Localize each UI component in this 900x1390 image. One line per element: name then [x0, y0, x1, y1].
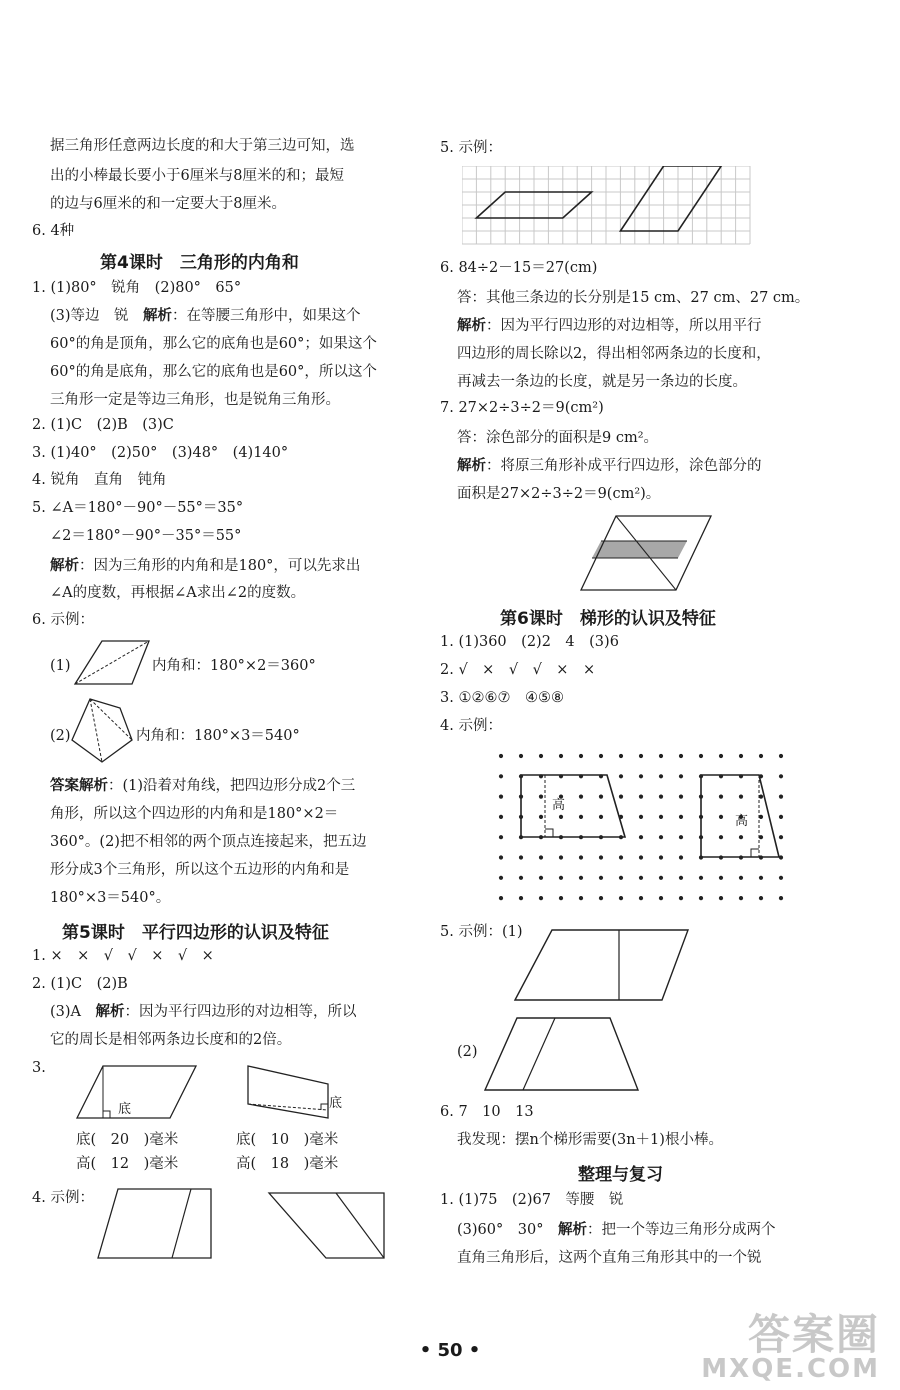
text-line: 底( 20 )毫米: [76, 1132, 179, 1148]
parallelogram-split-figure-2: [266, 1190, 388, 1262]
grid-dot: [579, 876, 583, 880]
grid-dot: [499, 876, 503, 880]
analysis-text: ：在等腰三角形中，如果这个: [172, 308, 361, 324]
grid-dot: [719, 835, 723, 839]
grid-dot: [579, 855, 583, 859]
grid-dot: [779, 795, 783, 799]
text-line: 1. (1)360 (2)2 4 (3)6: [440, 634, 619, 650]
grid-dot: [639, 815, 643, 819]
grid-dot: [559, 896, 563, 900]
analysis-text: ：因为三角形的内角和是180°，可以先求出: [79, 558, 361, 574]
grid-dot: [679, 896, 683, 900]
grid-dot: [639, 754, 643, 758]
grid-dot: [779, 896, 783, 900]
text-line: 再减去一条边的长度，就是另一条边的长度。: [457, 374, 747, 390]
text-line: 的边与6厘米的和一定要大于8厘米。: [50, 196, 286, 212]
grid-dot: [619, 876, 623, 880]
grid-dot: [779, 754, 783, 758]
quadrilateral-figure: [72, 638, 152, 688]
grid-dot: [739, 754, 743, 758]
height-label: 高: [735, 814, 749, 829]
text-line: 它的周长是相邻两条边长度和的2倍。: [50, 1032, 292, 1048]
grid-dot: [639, 896, 643, 900]
analysis-label: 解析: [457, 458, 486, 474]
grid-dot: [719, 815, 723, 819]
text-line: 2. √ × √ √ × ×: [440, 662, 596, 678]
answer-text: (3)A: [50, 1004, 96, 1020]
text-line: 直角三角形后，这两个直角三角形其中的一个锐: [457, 1250, 762, 1266]
text-line: 三角形一定是等边三角形，也是锐角三角形。: [50, 392, 340, 408]
grid-dot: [619, 754, 623, 758]
text-line: 2. (1)C (2)B: [32, 976, 128, 992]
watermark-logo: 答案圈 MXQE.COM: [701, 1310, 880, 1384]
text-line: [50, 1002, 357, 1022]
grid-dot: [559, 754, 563, 758]
grid-dot: [679, 855, 683, 859]
quadrilateral-height-figure: [244, 1062, 343, 1122]
analysis-text: ：将原三角形补成平行四边形，涂色部分的: [486, 458, 762, 474]
text-line: 6. 4种: [32, 223, 75, 239]
text-line: 四边形的周长除以2，得出相邻两条边的长度和，: [457, 346, 771, 362]
grid-dot: [559, 876, 563, 880]
text-line: 内角和：180°×3＝540°: [136, 728, 300, 744]
page-number: • 50 •: [419, 1340, 481, 1361]
grid-dot: [539, 795, 543, 799]
grid-dot: [519, 876, 523, 880]
text-line: ∠2＝180°－90°－35°＝55°: [50, 528, 242, 544]
answer-text: (3)等边 锐: [50, 308, 144, 324]
grid-dot: [579, 795, 583, 799]
grid-dot: [619, 855, 623, 859]
pentagon-figure: [68, 696, 134, 766]
grid-dot: [679, 835, 683, 839]
text-line: 1. (1)80° 锐角 (2)80° 65°: [32, 280, 242, 296]
text-line: 180°×3＝540°。: [50, 890, 171, 906]
figure-label: 底: [329, 1096, 343, 1111]
lesson-6-title: 第6课时 梯形的认识及特征: [500, 609, 716, 629]
text-line: 据三角形任意两边长度的和大于第三边可知，选: [50, 138, 355, 154]
parallelogram-figure: [74, 1062, 200, 1122]
grid-dot: [679, 815, 683, 819]
grid-dot: [499, 855, 503, 859]
grid-dot: [719, 754, 723, 758]
grid-dot: [719, 896, 723, 900]
analysis-label: 解析: [557, 1222, 587, 1238]
grid-dot: [739, 835, 743, 839]
grid-dot: [759, 815, 763, 819]
grid-dot: [499, 795, 503, 799]
text-line: 1. (1)75 (2)67 等腰 锐: [440, 1192, 624, 1208]
text-line: 5. 示例：(1): [440, 924, 523, 940]
trapezoid-figure-2: [482, 1016, 642, 1094]
grid-dot: [659, 774, 663, 778]
grid-dot: [499, 835, 503, 839]
grid-dot: [699, 876, 703, 880]
text-line: 60°的角是底角，那么它的底角也是60°，所以这个: [50, 364, 377, 380]
analysis-text: ：因为平行四边形的对边相等，所以用平行: [486, 318, 762, 334]
analysis-label: 解析: [143, 308, 173, 324]
grid-dot: [659, 896, 663, 900]
grid-dot: [759, 754, 763, 758]
text-line: (2): [50, 728, 71, 744]
grid-dot: [739, 876, 743, 880]
grid-dot: [579, 815, 583, 819]
text-line: 7. 27×2÷3÷2＝9(cm²): [440, 400, 604, 416]
grid-dot: [659, 754, 663, 758]
grid-dot: [779, 815, 783, 819]
grid-dot: [519, 754, 523, 758]
grid-dot: [659, 855, 663, 859]
review-title: 整理与复习: [578, 1165, 663, 1185]
text-line: (2): [457, 1044, 478, 1060]
analysis-text: ：因为平行四边形的对边相等，所以: [124, 1004, 357, 1020]
shaded-parallelogram-figure: [578, 514, 714, 594]
grid-dot: [539, 896, 543, 900]
grid-dot: [499, 754, 503, 758]
figure-label: 底: [118, 1102, 132, 1117]
grid-dot: [759, 896, 763, 900]
grid-dot: [659, 835, 663, 839]
text-line: 面积是27×2÷3÷2＝9(cm²)。: [457, 486, 661, 502]
analysis-text: ：把一个等边三角形分成两个: [586, 1222, 776, 1238]
grid-dot: [539, 876, 543, 880]
text-line: [457, 316, 762, 336]
grid-parallelograms-figure: [462, 166, 752, 246]
grid-dot: [599, 855, 603, 859]
grid-dot: [719, 795, 723, 799]
text-line: 360°。(2)把不相邻的两个顶点连接起来，把五边: [50, 834, 367, 850]
grid-dot: [599, 896, 603, 900]
text-line: [50, 306, 361, 326]
text-line: 6. 7 10 13: [440, 1104, 534, 1120]
text-line: 形分成3个三角形，所以这个五边形的内角和是: [50, 862, 350, 878]
grid-dot: [779, 835, 783, 839]
text-line: ∠A的度数，再根据∠A求出∠2的度数。: [50, 585, 306, 601]
grid-dot: [559, 855, 563, 859]
text-line: 答：涂色部分的面积是9 cm²。: [457, 430, 659, 446]
grid-dot: [619, 774, 623, 778]
grid-dot: [659, 876, 663, 880]
height-label: 高: [552, 798, 566, 813]
grid-dot: [679, 876, 683, 880]
grid-dot: [639, 855, 643, 859]
grid-dot: [539, 815, 543, 819]
grid-dot: [639, 876, 643, 880]
text-line: 答：其他三条边的长分别是15 cm、27 cm、27 cm。: [457, 290, 810, 306]
text-line: 3. ①②⑥⑦ ④⑤⑧: [440, 690, 564, 706]
grid-dot: [639, 835, 643, 839]
text-line: [457, 456, 762, 476]
grid-dot: [759, 795, 763, 799]
grid-dot: [759, 835, 763, 839]
grid-dot: [739, 795, 743, 799]
analysis-label: 解析: [457, 318, 486, 334]
answer-analysis-label: 答案解析: [50, 778, 108, 794]
text-line: (1): [50, 658, 71, 674]
grid-dot: [779, 876, 783, 880]
text-line: 角形，所以这个四边形的内角和是180°×2＝: [50, 806, 339, 822]
text-line: 60°的角是顶角，那么它的底角也是60°；如果这个: [50, 336, 377, 352]
text-line: 3. (1)40° (2)50° (3)48° (4)140°: [32, 445, 289, 461]
grid-dot: [619, 896, 623, 900]
trapezoid-figure-1: [512, 928, 692, 1004]
text-line: [50, 776, 355, 796]
text-line: [50, 556, 360, 576]
grid-dot: [699, 754, 703, 758]
text-line: 5. ∠A＝180°－90°－55°＝35°: [32, 500, 244, 516]
grid-dot: [519, 855, 523, 859]
grid-dot: [499, 774, 503, 778]
grid-dot: [719, 876, 723, 880]
grid-dot: [599, 795, 603, 799]
grid-dot: [679, 754, 683, 758]
text-line: 4. 示例：: [32, 1190, 94, 1206]
grid-dot: [579, 754, 583, 758]
text-line: 高( 12 )毫米: [76, 1156, 179, 1172]
analysis-label: 解析: [95, 1004, 125, 1020]
text-line: 1. × × √ √ × √ ×: [32, 948, 214, 964]
grid-dot: [759, 876, 763, 880]
grid-dot: [519, 896, 523, 900]
answer-text: (3)60° 30°: [457, 1222, 558, 1238]
grid-dot: [779, 774, 783, 778]
text-line: [457, 1220, 775, 1240]
text-line: 3.: [32, 1060, 46, 1076]
grid-dot: [659, 795, 663, 799]
grid-dot: [739, 896, 743, 900]
grid-dot: [499, 815, 503, 819]
text-line: 4. 锐角 直角 钝角: [32, 472, 167, 488]
grid-dot: [679, 795, 683, 799]
text-line: 6. 84÷2－15＝27(cm): [440, 260, 598, 276]
text-line: 出的小棒最长要小于6厘米与8厘米的和；最短: [50, 168, 344, 184]
lesson-4-title: 第4课时 三角形的内角和: [100, 253, 299, 273]
text-line: 高( 18 )毫米: [236, 1156, 339, 1172]
grid-dot: [639, 795, 643, 799]
grid-dot: [699, 896, 703, 900]
text-line: 内角和：180°×2＝360°: [152, 658, 316, 674]
lesson-5-title: 第5课时 平行四边形的认识及特征: [62, 923, 329, 943]
grid-dot: [659, 815, 663, 819]
grid-dot: [539, 855, 543, 859]
text-line: 2. (1)C (2)B (3)C: [32, 417, 174, 433]
analysis-label: 解析: [50, 558, 79, 574]
grid-dot: [599, 815, 603, 819]
grid-dot: [579, 896, 583, 900]
grid-dot: [639, 774, 643, 778]
grid-dot: [679, 774, 683, 778]
analysis-text: ：(1)沿着对角线，把四边形分成2个三: [108, 778, 356, 794]
text-line: 我发现：摆n个梯形需要(3n＋1)根小棒。: [457, 1132, 723, 1148]
grid-dot: [499, 896, 503, 900]
text-line: 5. 示例：: [440, 140, 502, 156]
grid-dot: [619, 795, 623, 799]
grid-dot: [599, 876, 603, 880]
parallelogram-split-figure: [96, 1186, 214, 1262]
grid-dot: [599, 754, 603, 758]
text-line: 4. 示例：: [440, 718, 502, 734]
text-line: 底( 10 )毫米: [236, 1132, 339, 1148]
grid-dot: [539, 754, 543, 758]
text-line: 6. 示例：: [32, 612, 94, 628]
